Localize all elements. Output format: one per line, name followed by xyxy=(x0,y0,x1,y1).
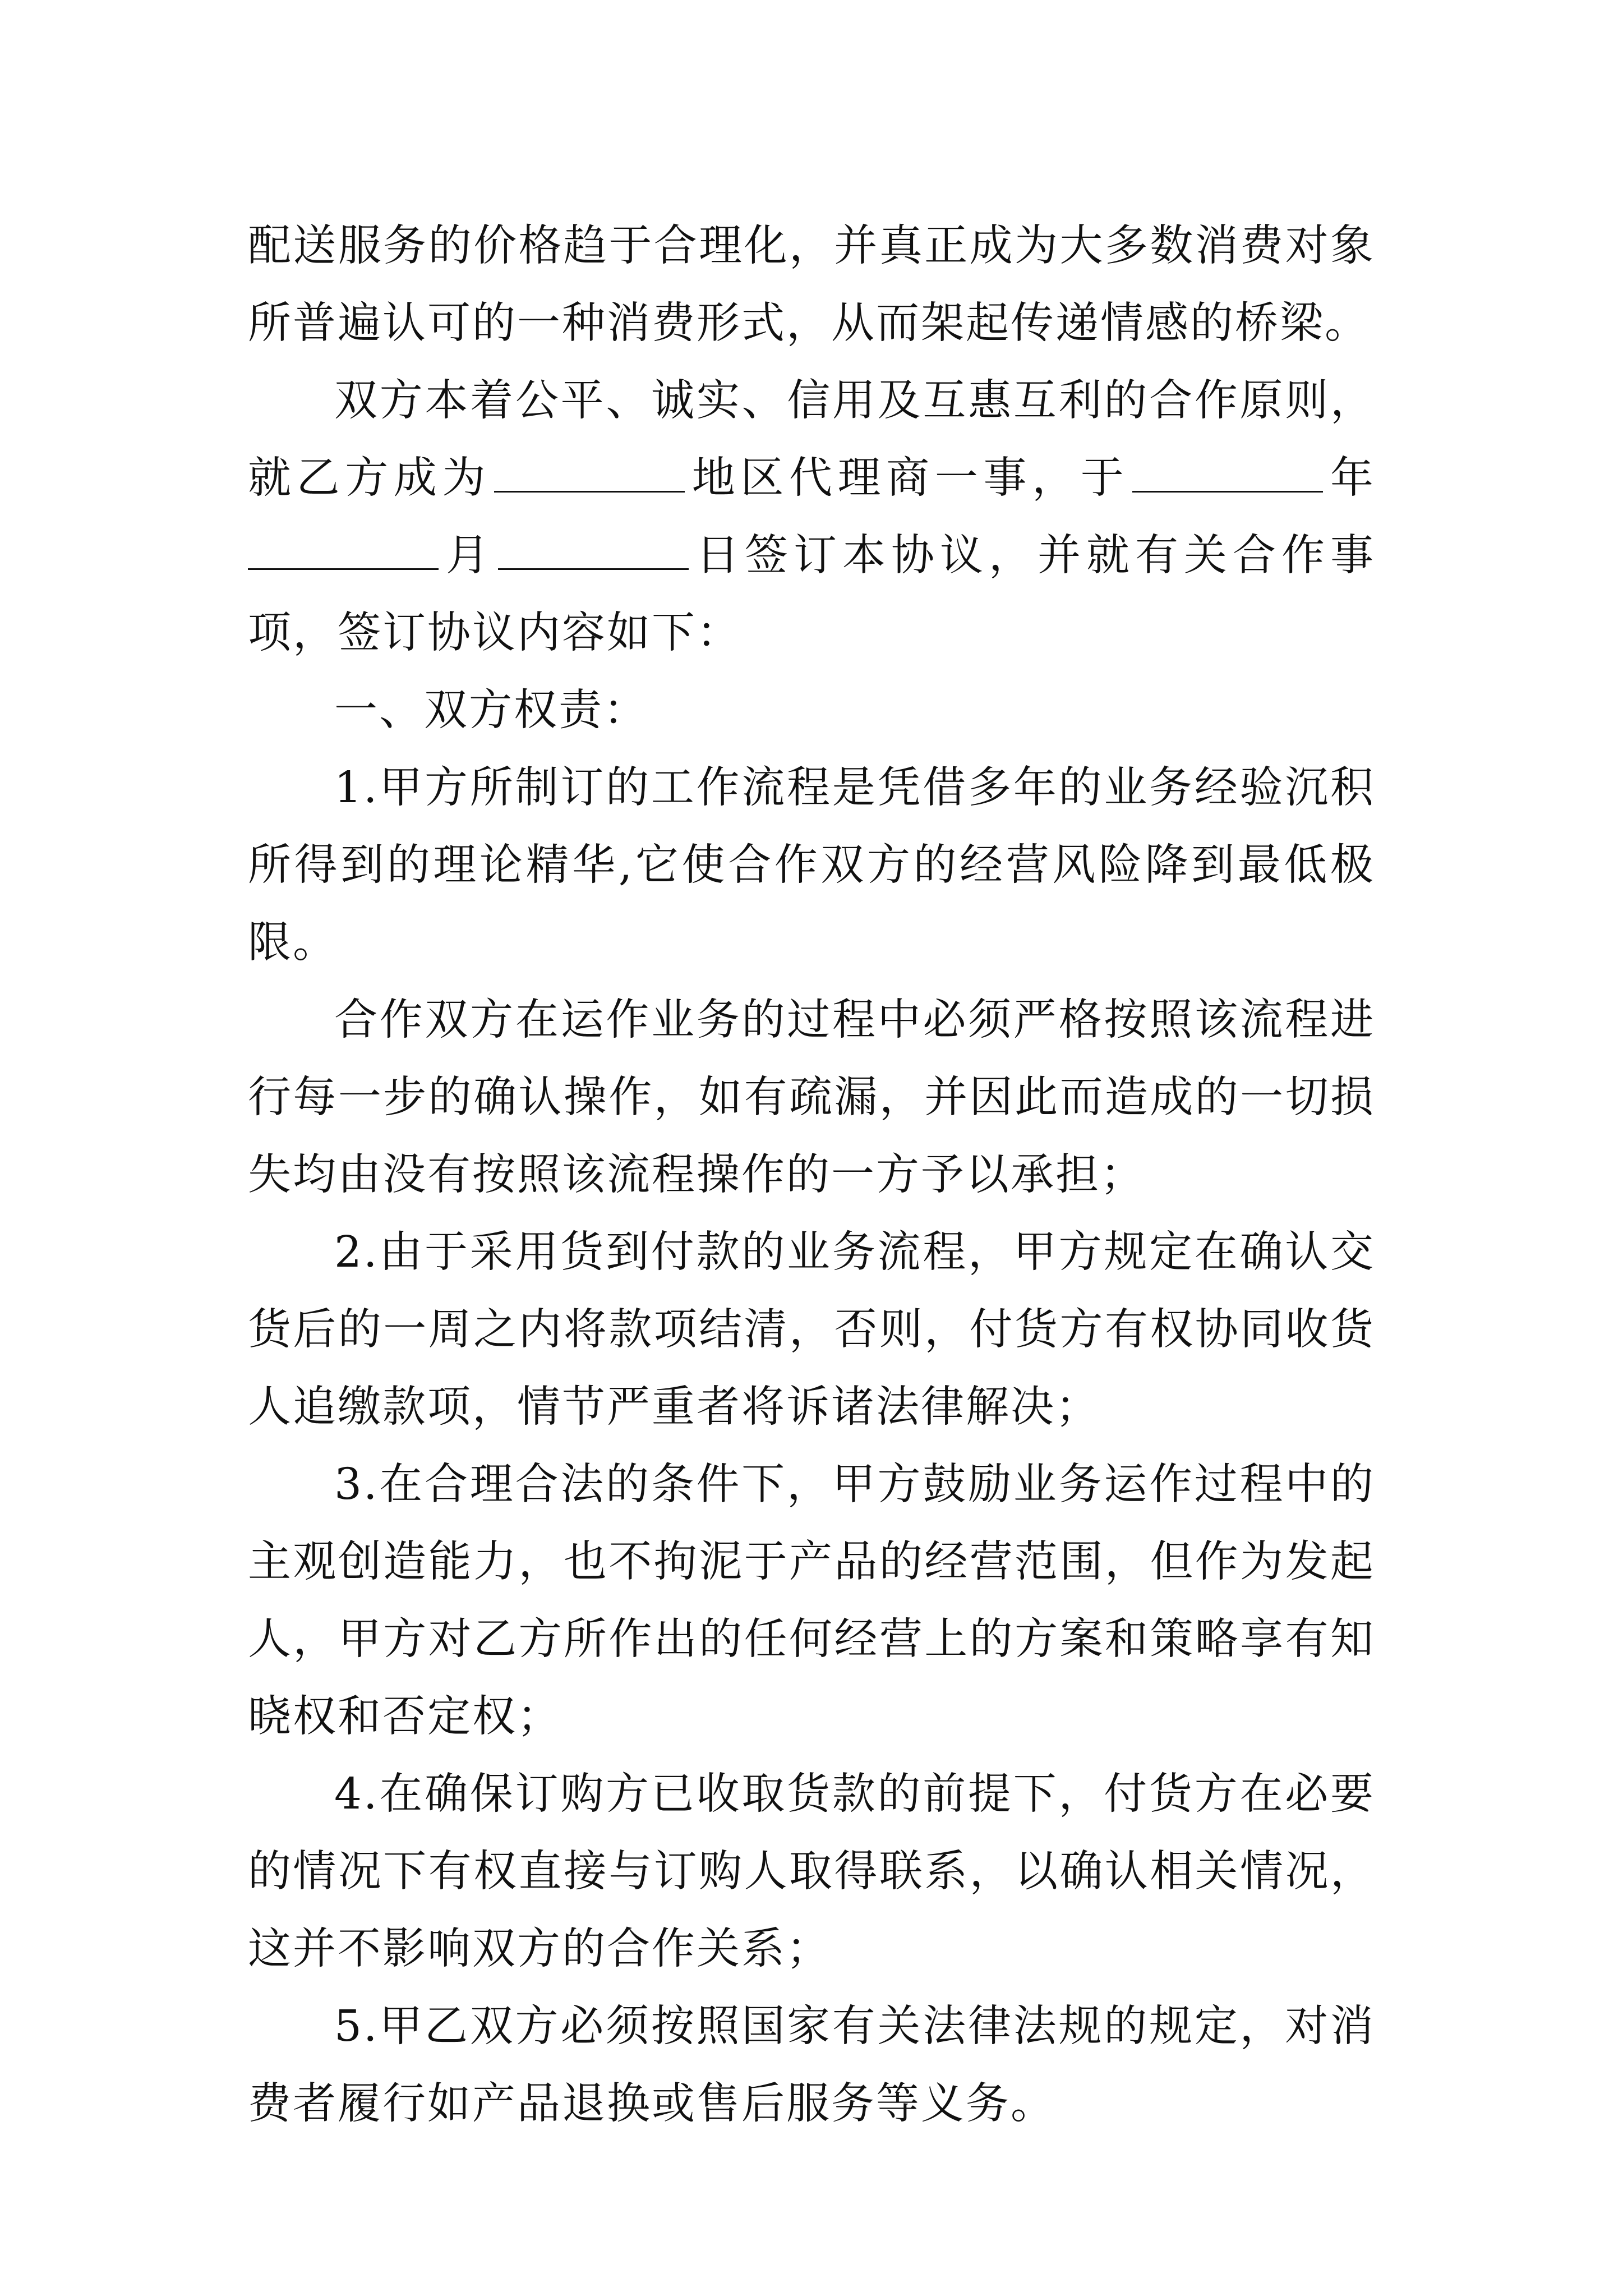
clause-5: 5.甲乙双方必须按照国家有关法律法规的规定，对消费者履行如产品退换或售后服务等义务。 xyxy=(248,2001,1375,2129)
clause-4: 4.在确保订购方已收取货款的前提下，付货方在必要的情况下有权直接与订购人取得联系，以确认相关情况，这并不影响双方的合作关系； xyxy=(248,1769,1375,1974)
agreement-basis-text-e: 日签订本协议，并就有关合作事项，签订协议内容如下： xyxy=(248,531,1375,658)
clause-3: 3.在合理合法的条件下，甲方鼓励业务运作过程中的主观创造能力，也不拘泥于产品的经营范围，但作为发起人，甲方对乙方所作出的任何经营上的方案和策略享有知晓权和否定权； xyxy=(248,1460,1375,1742)
document-body xyxy=(248,208,1375,2143)
agreement-basis-text-d: 月 xyxy=(442,531,495,581)
region-blank xyxy=(494,452,685,493)
agreement-basis-text-c: 年 xyxy=(1326,453,1375,503)
section-heading-rights: 一、双方权责： xyxy=(334,685,648,735)
paragraph-intro-continuation: 配送服务的价格趋于合理化，并真正成为大多数消费对象所普遍认可的一种消费形式，从而架起传递情感的桥梁。 xyxy=(248,221,1375,348)
year-blank xyxy=(1132,452,1323,493)
agreement-basis-text-b: 地区代理商一事，于 xyxy=(688,453,1129,503)
paragraph-agreement-basis xyxy=(248,362,1375,672)
clause-1: 1.甲方所制订的工作流程是凭借多年的业务经验沉积所得到的理论精华,它使合作双方的经营风险降到最低极限。 xyxy=(248,763,1375,968)
clause-2: 2.由于采用货到付款的业务流程，甲方规定在确认交货后的一周之内将款项结清，否则，付货方有权协同收货人追缴款项，情节严重者将诉诸法律解决； xyxy=(248,1227,1375,1432)
month-blank xyxy=(248,529,439,570)
agreement-basis-text-a: 双方本着公平、诚实、信用及互惠互利的合作原则，就乙方成为 xyxy=(248,376,1375,503)
day-blank xyxy=(498,529,689,570)
clause-1-continuation: 合作双方在运作业务的过程中必须严格按照该流程进行每一步的确认操作，如有疏漏，并因此而造成的一切损失均由没有按照该流程操作的一方予以承担； xyxy=(248,995,1375,1200)
